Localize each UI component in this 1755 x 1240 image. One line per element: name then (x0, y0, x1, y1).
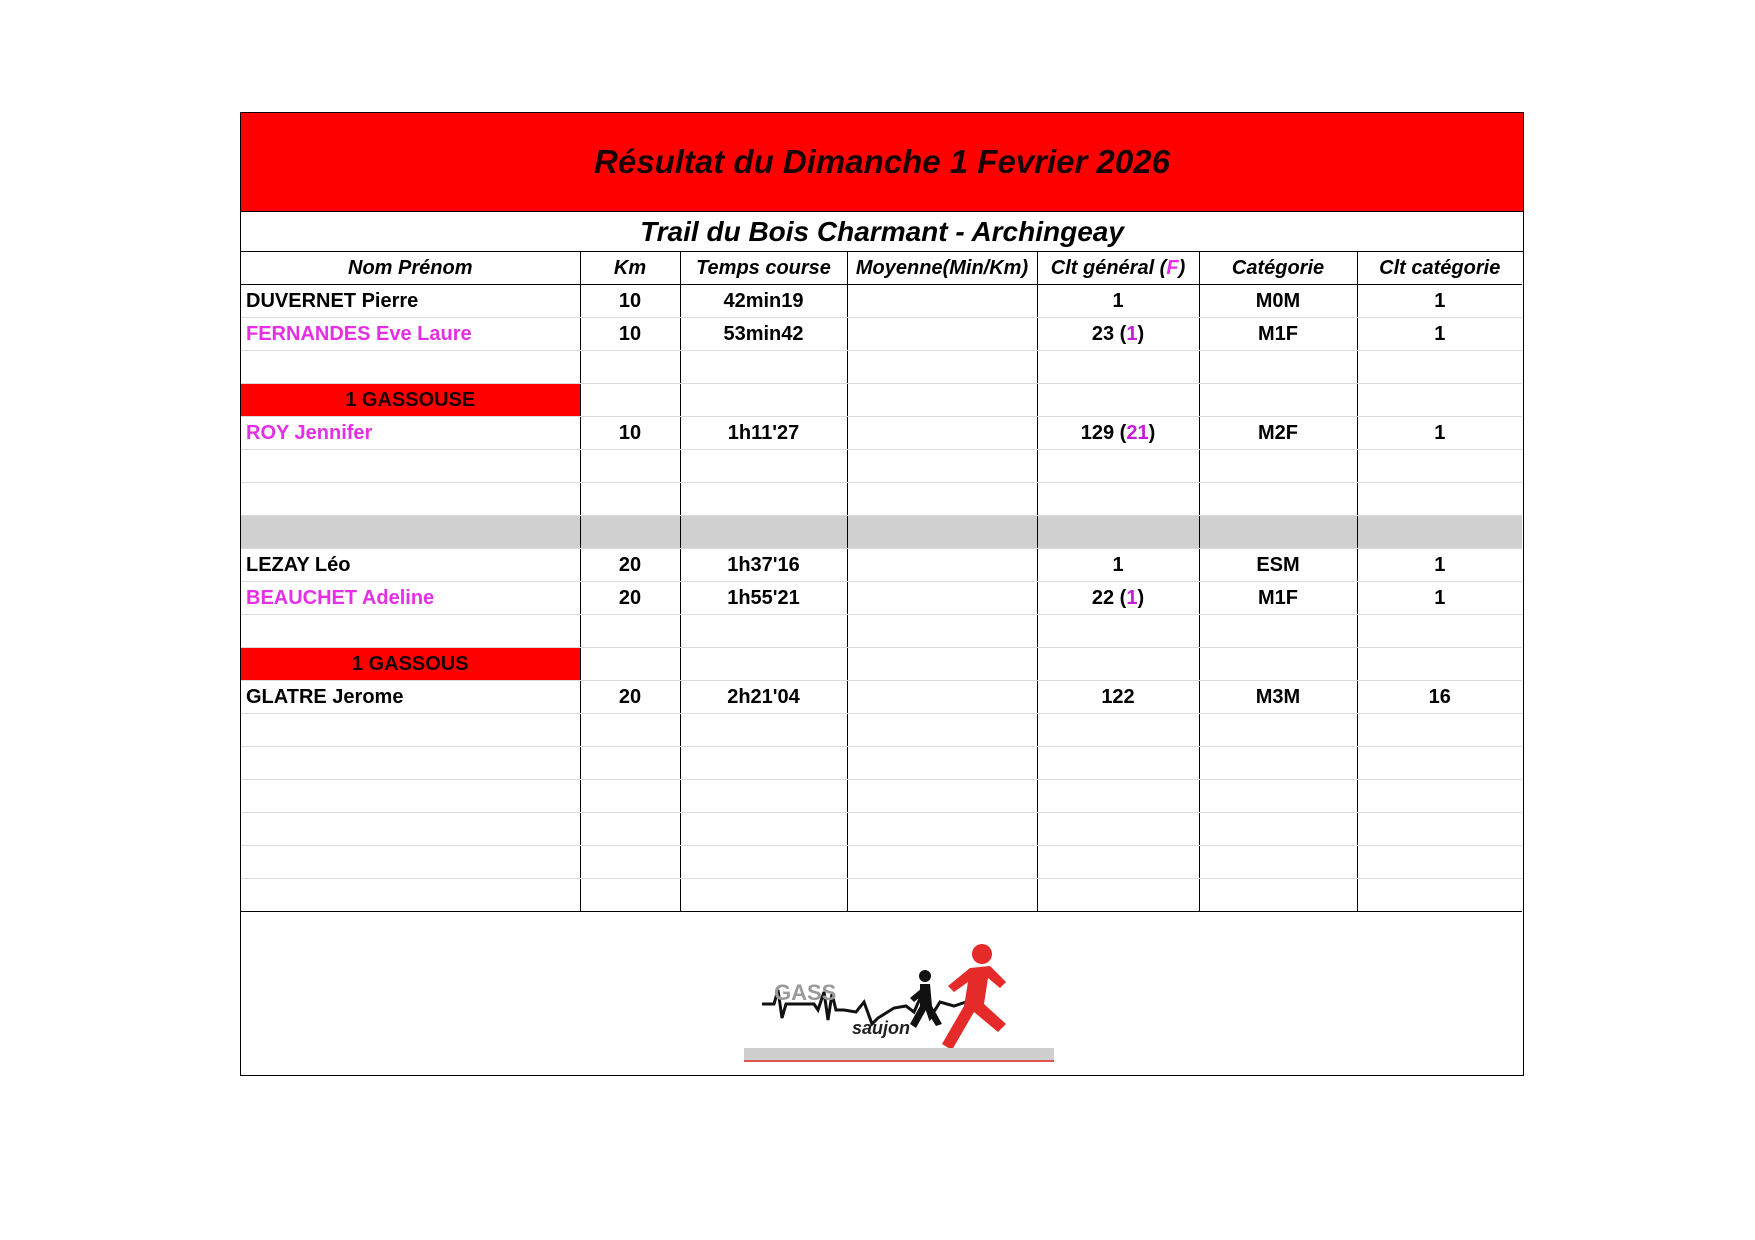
runner-name: GLATRE Jerome (241, 681, 580, 714)
club-logo (744, 932, 1054, 1062)
distance: 20 (580, 549, 680, 582)
runner-name: BEAUCHET Adeline (241, 582, 580, 615)
category: M2F (1199, 417, 1357, 450)
page-title: Résultat du Dimanche 1 Fevrier 2026 (594, 143, 1170, 180)
race-time: 1h37'16 (680, 549, 847, 582)
distance: 20 (580, 681, 680, 714)
category-rank: 1 (1357, 582, 1522, 615)
category-rank: 16 (1357, 681, 1522, 714)
race-time: 53min42 (680, 318, 847, 351)
results-sheet (240, 112, 1524, 1076)
results-table (241, 252, 1522, 912)
table-row-empty (241, 879, 1522, 912)
header-name: Nom Prénom (241, 252, 580, 285)
runner-name: LEZAY Léo (241, 549, 580, 582)
header-time: Temps course (680, 252, 847, 285)
general-rank: 122 (1037, 681, 1199, 714)
table-row-empty (241, 615, 1522, 648)
distance: 10 (580, 285, 680, 318)
race-time: 2h21'04 (680, 681, 847, 714)
table-row (241, 417, 1522, 450)
race-time: 1h11'27 (680, 417, 847, 450)
race-time: 42min19 (680, 285, 847, 318)
category: ESM (1199, 549, 1357, 582)
category-rank: 1 (1357, 285, 1522, 318)
footer (241, 912, 1523, 1074)
logo-saujon: saujon (852, 1018, 911, 1038)
race-name: Trail du Bois Charmant - Archingeay (241, 212, 1523, 252)
table-row-empty (241, 351, 1522, 384)
runner-name: FERNANDES Eve Laure (241, 318, 580, 351)
average (847, 285, 1037, 318)
category-rank: 1 (1357, 417, 1522, 450)
general-rank: 1 (1037, 285, 1199, 318)
table-row-empty (241, 714, 1522, 747)
table-row-empty (241, 450, 1522, 483)
header-category-rank: Clt catégorie (1357, 252, 1522, 285)
table-row-empty (241, 813, 1522, 846)
distance: 10 (580, 417, 680, 450)
table-row (241, 681, 1522, 714)
header-average: Moyenne(Min/Km) (847, 252, 1037, 285)
table-row-empty (241, 780, 1522, 813)
general-rank: 129 (21) (1037, 417, 1199, 450)
category-rank: 1 (1357, 549, 1522, 582)
general-rank: 1 (1037, 549, 1199, 582)
runner-name: DUVERNET Pierre (241, 285, 580, 318)
average (847, 582, 1037, 615)
general-rank: 22 (1) (1037, 582, 1199, 615)
table-row-empty (241, 846, 1522, 879)
category: M3M (1199, 681, 1357, 714)
average (847, 549, 1037, 582)
category-rank: 1 (1357, 318, 1522, 351)
club-tag: 1 GASSOUSE (241, 384, 580, 417)
table-row (241, 384, 1522, 417)
category: M0M (1199, 285, 1357, 318)
separator-row (241, 516, 1522, 549)
table-row (241, 318, 1522, 351)
header-general-rank: Clt général (F) (1037, 252, 1199, 285)
table-row (241, 285, 1522, 318)
logo-base-bar (744, 1048, 1054, 1062)
header-km: Km (580, 252, 680, 285)
table-row (241, 549, 1522, 582)
race-time: 1h55'21 (680, 582, 847, 615)
average (847, 681, 1037, 714)
header-row (241, 252, 1522, 285)
average (847, 417, 1037, 450)
runner-name: ROY Jennifer (241, 417, 580, 450)
black-runner-icon (910, 970, 942, 1028)
category: M1F (1199, 582, 1357, 615)
general-rank: 23 (1) (1037, 318, 1199, 351)
average (847, 318, 1037, 351)
header-category: Catégorie (1199, 252, 1357, 285)
club-tag: 1 GASSOUS (241, 648, 580, 681)
logo-gass: GASS (774, 980, 837, 1005)
distance: 20 (580, 582, 680, 615)
title-banner (241, 113, 1523, 212)
table-row (241, 648, 1522, 681)
table-row-empty (241, 747, 1522, 780)
red-runner-icon (942, 944, 1006, 1050)
distance: 10 (580, 318, 680, 351)
table-row (241, 582, 1522, 615)
table-row-empty (241, 483, 1522, 516)
category: M1F (1199, 318, 1357, 351)
